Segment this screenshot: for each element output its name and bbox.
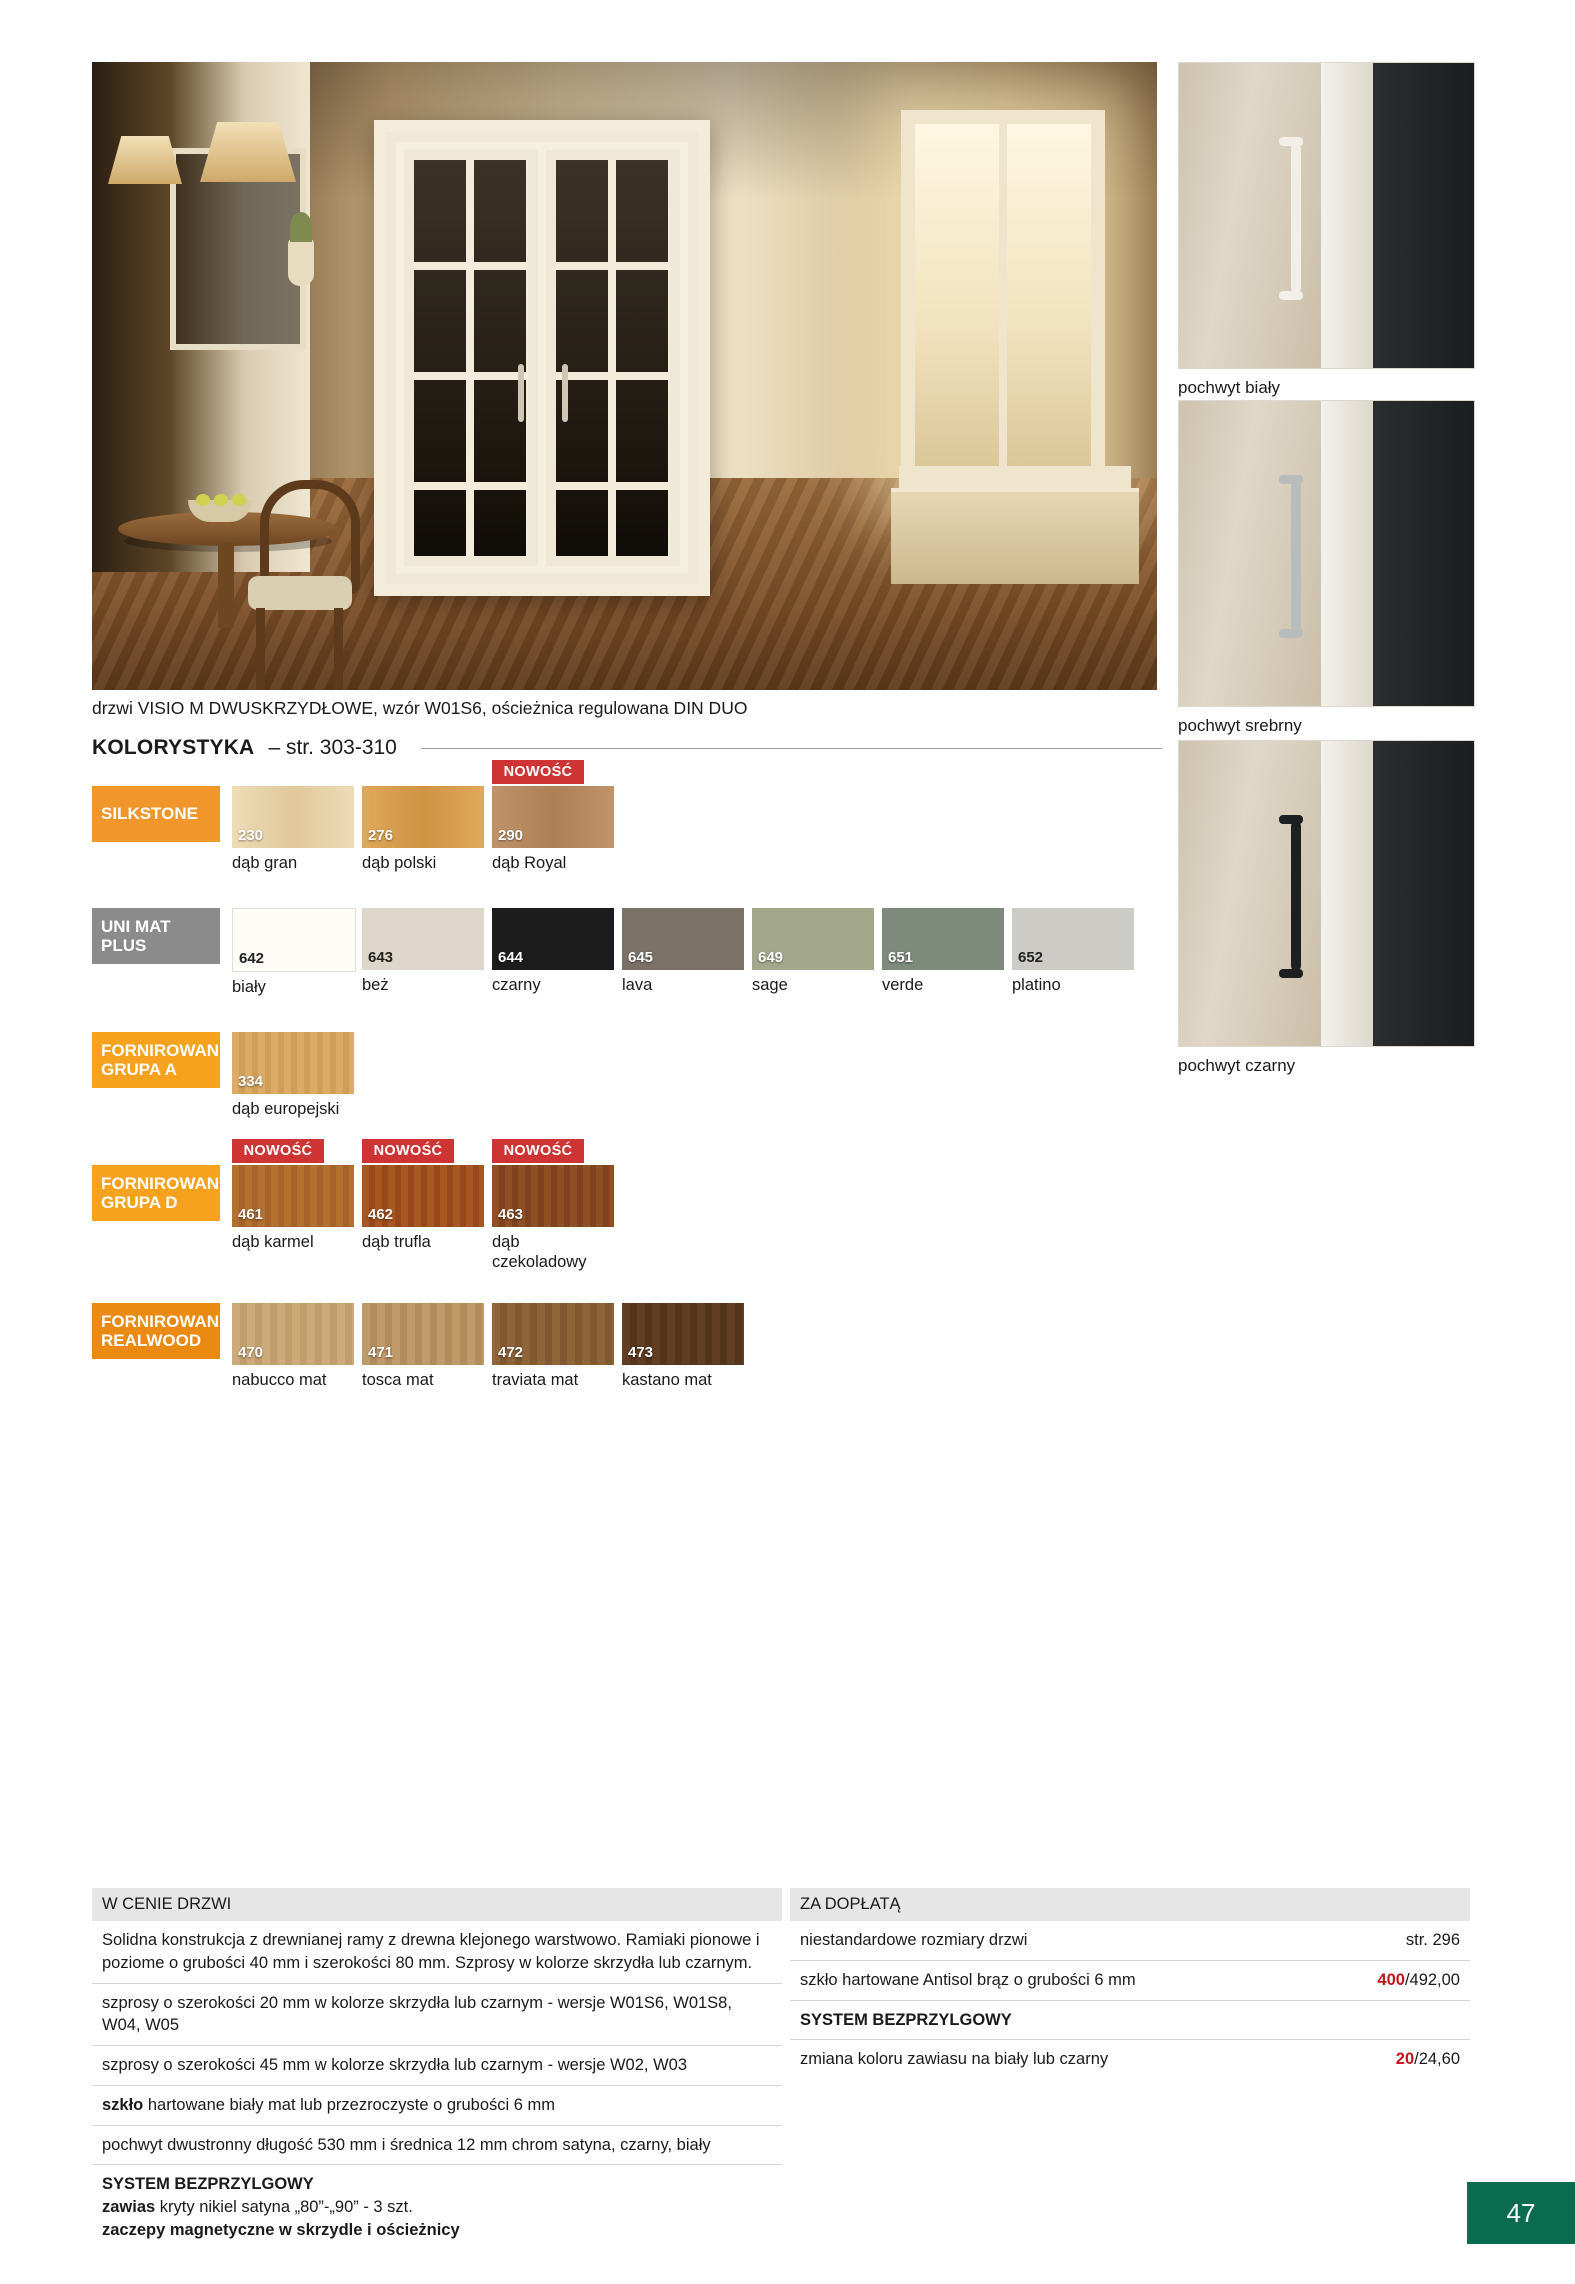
swatch-name: sage xyxy=(752,975,788,994)
swatch-name: dąb trufla xyxy=(362,1233,431,1252)
door-glass-grid-left xyxy=(414,160,528,556)
swatch[interactable] xyxy=(232,786,354,874)
colors-subtitle: – str. 303-310 xyxy=(268,736,397,759)
swatch-name: dąb karmel xyxy=(232,1233,314,1252)
swatch-chip[interactable] xyxy=(492,1143,614,1227)
swatch-chip[interactable] xyxy=(232,786,354,848)
group-tag-line: UNI MAT xyxy=(101,916,171,936)
swatch-code: 470 xyxy=(238,1343,264,1361)
swatch-chip[interactable] xyxy=(622,1303,744,1365)
swatch-chip[interactable] xyxy=(752,908,874,970)
dark-background xyxy=(1373,741,1474,1046)
dark-background xyxy=(1373,401,1474,706)
window-sill xyxy=(899,466,1131,488)
chair-leg xyxy=(256,608,265,690)
swatch[interactable] xyxy=(492,1303,614,1391)
group-tag-line: REALWOOD xyxy=(101,1330,202,1350)
group-tag-realwood xyxy=(92,1303,231,1359)
included-features-table xyxy=(92,1888,782,2250)
handle-shot-image xyxy=(1178,740,1475,1047)
swatch-code: 472 xyxy=(498,1343,524,1361)
table-row xyxy=(92,2086,782,2126)
swatch-code: 334 xyxy=(238,1072,264,1090)
door-handle-right xyxy=(562,364,568,422)
hinge-label: zawias xyxy=(102,2198,156,2217)
door-jamb xyxy=(1321,63,1373,368)
vase-icon xyxy=(288,238,314,286)
swatch-name: lava xyxy=(622,975,653,994)
swatch-row xyxy=(232,1032,354,1120)
door-leaf-left xyxy=(396,142,546,574)
handle-mount-icon xyxy=(1279,475,1303,484)
swatch-code: 473 xyxy=(628,1343,654,1361)
swatch-chip[interactable] xyxy=(492,764,614,848)
group-tag-fornirowane-a xyxy=(92,1032,231,1088)
fruit-icon xyxy=(196,494,210,506)
group-tag-line: FORNIROWANE xyxy=(101,1311,231,1331)
swatch-row xyxy=(232,764,614,874)
swatch-chip[interactable] xyxy=(232,1303,354,1365)
extra-cost-table xyxy=(790,1888,1470,2079)
swatch-row xyxy=(232,1303,744,1391)
swatch[interactable] xyxy=(622,1303,744,1391)
swatch-name: nabucco mat xyxy=(232,1370,327,1389)
wall-wainscot xyxy=(891,488,1139,584)
extra-value: str. 296 xyxy=(1405,1931,1460,1949)
handle-shot-white xyxy=(1178,62,1473,398)
door-jamb xyxy=(1321,741,1373,1046)
swatch-name: traviata mat xyxy=(492,1370,579,1389)
handle-shot-image xyxy=(1178,62,1475,369)
swatch-code: 644 xyxy=(498,948,524,966)
group-tag-line: FORNIROWANE xyxy=(101,1174,231,1194)
table-leg xyxy=(218,542,234,628)
extra-price-net: 20 xyxy=(1395,2050,1415,2069)
swatch-name: czarny xyxy=(492,975,541,994)
swatch[interactable] xyxy=(232,908,354,998)
fruit-icon xyxy=(214,494,228,506)
color-group-fornirowane-a xyxy=(92,1032,1162,1120)
glass-text: hartowane biały mat lub przezroczyste o grubości 6 mm xyxy=(143,2095,556,2114)
swatch-code: 463 xyxy=(498,1206,524,1224)
swatch-row xyxy=(232,908,1134,998)
page-number: 47 xyxy=(1467,2182,1575,2244)
swatch[interactable] xyxy=(232,1032,354,1120)
swatch-name: dąb Royal xyxy=(492,854,567,872)
swatch-chip[interactable] xyxy=(622,908,744,970)
door-jamb xyxy=(1321,401,1373,706)
group-tag-line: GRUPA D xyxy=(101,1193,178,1213)
swatch[interactable] xyxy=(622,908,744,998)
new-badge: NOWOŚĆ xyxy=(492,760,584,784)
heading-rule xyxy=(421,748,1162,749)
color-group-silkstone xyxy=(92,764,1162,874)
swatch-chip[interactable] xyxy=(362,908,484,970)
handle-label-white: pochwyt biały xyxy=(1178,378,1281,397)
door-glass-grid-right xyxy=(556,160,670,556)
swatch-chip[interactable] xyxy=(232,1143,354,1227)
swatch-code: 652 xyxy=(1018,948,1044,966)
handle-mount-icon xyxy=(1279,815,1303,824)
hinge-text: kryty nikiel satyna „80”-„90” - 3 szt. xyxy=(155,2198,413,2217)
swatch-chip[interactable] xyxy=(1012,908,1134,970)
table-row: szprosy o szerokości 20 mm w kolorze skrzydła lub czarnym - wersje W01S6, W01S8, W04, W05 xyxy=(92,1984,782,2047)
color-group-fornirowane-d xyxy=(92,1143,1162,1273)
swatch-chip[interactable] xyxy=(492,908,614,970)
swatch-code: 230 xyxy=(238,827,264,844)
door-handle-left xyxy=(518,364,524,422)
swatch-row xyxy=(232,1143,614,1273)
extra-label: zmiana koloru zawiasu na biały lub czarny xyxy=(800,2050,1109,2069)
colors-title: KOLORYSTYKA xyxy=(92,736,255,759)
table-row-system-title xyxy=(790,2001,1470,2041)
handle-mount-icon xyxy=(1279,969,1303,978)
swatch-code: 645 xyxy=(628,948,654,966)
swatch-name: verde xyxy=(882,975,924,994)
handle-label-black: pochwyt czarny xyxy=(1178,1056,1296,1075)
glass-label: szkło xyxy=(102,2095,144,2114)
group-tag-unimat xyxy=(92,908,220,964)
swatch-code: 290 xyxy=(498,827,524,844)
chair-leg xyxy=(334,608,343,690)
handle-shot-image xyxy=(1178,400,1475,707)
new-badge: NOWOŚĆ xyxy=(492,1139,584,1163)
colors-section xyxy=(92,736,1162,1391)
door-leaf-right xyxy=(538,142,688,574)
extra-price-gross: /492,00 xyxy=(1404,1970,1460,1989)
extra-price xyxy=(1396,2048,1460,2071)
system-title: SYSTEM BEZPRZYLGOWY xyxy=(102,2175,314,2194)
swatch[interactable] xyxy=(362,1143,484,1273)
new-badge: NOWOŚĆ xyxy=(232,1139,324,1163)
extra-label: niestandardowe rozmiary drzwi xyxy=(800,1931,1028,1949)
swatch-code: 642 xyxy=(239,949,265,967)
swatch[interactable] xyxy=(232,1303,354,1391)
handle-shot-black xyxy=(1178,740,1473,1076)
chair xyxy=(242,480,358,690)
swatch[interactable] xyxy=(492,908,614,998)
handle-shot-silver xyxy=(1178,400,1473,736)
swatch-chip[interactable] xyxy=(362,1303,484,1365)
swatch[interactable] xyxy=(752,908,874,998)
swatch-chip[interactable] xyxy=(492,1303,614,1365)
extra-price-gross: /24,60 xyxy=(1414,2050,1460,2069)
swatch[interactable] xyxy=(492,764,614,874)
group-tag-line: SILKSTONE xyxy=(101,804,198,824)
handle-bar-icon xyxy=(1291,143,1301,293)
swatch-chip[interactable] xyxy=(882,908,1004,970)
table-header-included: W CENIE DRZWI xyxy=(92,1888,782,1921)
swatch-code: 651 xyxy=(888,948,914,966)
swatch-name: biały xyxy=(232,977,266,996)
chair-seat xyxy=(248,576,352,610)
table-row xyxy=(790,1921,1470,1961)
swatch[interactable] xyxy=(1012,908,1134,998)
swatch-code: 461 xyxy=(238,1206,264,1224)
swatch-code: 649 xyxy=(758,948,784,966)
swatch-code: 471 xyxy=(368,1343,394,1361)
double-door xyxy=(374,120,710,596)
swatch-name: dąb polski xyxy=(362,854,437,872)
swatch-chip[interactable] xyxy=(232,908,356,972)
swatch-code: 462 xyxy=(368,1206,394,1224)
swatch-name: kastano mat xyxy=(622,1370,712,1389)
handle-mount-icon xyxy=(1279,291,1303,300)
group-tag-line: PLUS xyxy=(101,935,147,955)
table-row: Solidna konstrukcja z drewnianej ramy z drewna klejonego warstwowo. Ramiaki pionowe i poziome o grubości 40 mm i szerokości 80 mm. Szprosy w kolorze skrzydła lub czarnym. xyxy=(92,1921,782,1984)
table-row xyxy=(790,2040,1470,2079)
table-row-system xyxy=(92,2165,782,2249)
swatch[interactable] xyxy=(882,908,1004,998)
color-group-unimat xyxy=(92,908,1162,998)
handle-mount-icon xyxy=(1279,137,1303,146)
swatch[interactable] xyxy=(492,1143,614,1273)
system-title-right: SYSTEM BEZPRZYLGOWY xyxy=(800,2010,1012,2029)
hero-caption: drzwi VISIO M DWUSKRZYDŁOWE, wzór W01S6, ościeżnica regulowana DIN DUO xyxy=(92,698,748,718)
handle-label-silver: pochwyt srebrny xyxy=(1178,716,1302,735)
swatch[interactable] xyxy=(362,1303,484,1391)
dark-background xyxy=(1373,63,1474,368)
magnet-text: zaczepy magnetyczne w skrzydle i ościeżnicy xyxy=(102,2220,460,2239)
table-header-extra: ZA DOPŁATĄ xyxy=(790,1888,1470,1921)
handle-bar-icon xyxy=(1291,481,1301,631)
group-tag-line: GRUPA A xyxy=(101,1059,177,1079)
hero-photo xyxy=(92,62,1157,690)
swatch[interactable] xyxy=(232,1143,354,1273)
swatch-name: dąb gran xyxy=(232,854,298,872)
swatch-name: tosca mat xyxy=(362,1370,434,1389)
color-group-realwood xyxy=(92,1303,1162,1391)
swatch-name: beż xyxy=(362,975,389,994)
table-row: szprosy o szerokości 45 mm w kolorze skrzydła lub czarnym - wersje W02, W03 xyxy=(92,2046,782,2086)
handle-mount-icon xyxy=(1279,629,1303,638)
swatch-name: dąb europejski xyxy=(232,1099,340,1118)
table-row: pochwyt dwustronny długość 530 mm i średnica 12 mm chrom satyna, czarny, biały xyxy=(92,2126,782,2166)
extra-price xyxy=(1377,1969,1460,1992)
swatch-chip[interactable] xyxy=(362,1143,484,1227)
window xyxy=(901,110,1105,498)
group-tag-fornirowane-d xyxy=(92,1165,231,1221)
swatch-name: platino xyxy=(1012,975,1061,994)
swatch-code: 276 xyxy=(368,827,394,844)
swatch[interactable] xyxy=(362,908,484,998)
table-row xyxy=(790,1961,1470,2001)
colors-heading xyxy=(92,736,1162,760)
group-tag-line: FORNIROWANE xyxy=(101,1040,231,1060)
swatch-code: 643 xyxy=(368,948,394,966)
extra-label: szkło hartowane Antisol brąz o grubości 6 mm xyxy=(800,1970,1136,1989)
swatch[interactable] xyxy=(362,786,484,874)
extra-price-net: 400 xyxy=(1377,1970,1405,1989)
swatch-chip[interactable] xyxy=(362,786,484,848)
plant-icon xyxy=(290,212,312,242)
new-badge: NOWOŚĆ xyxy=(362,1139,454,1163)
swatch-chip[interactable] xyxy=(232,1032,354,1094)
handle-bar-icon xyxy=(1291,821,1301,971)
swatch-name: dąb czekoladowy xyxy=(492,1233,587,1272)
group-tag-silkstone xyxy=(92,786,220,842)
